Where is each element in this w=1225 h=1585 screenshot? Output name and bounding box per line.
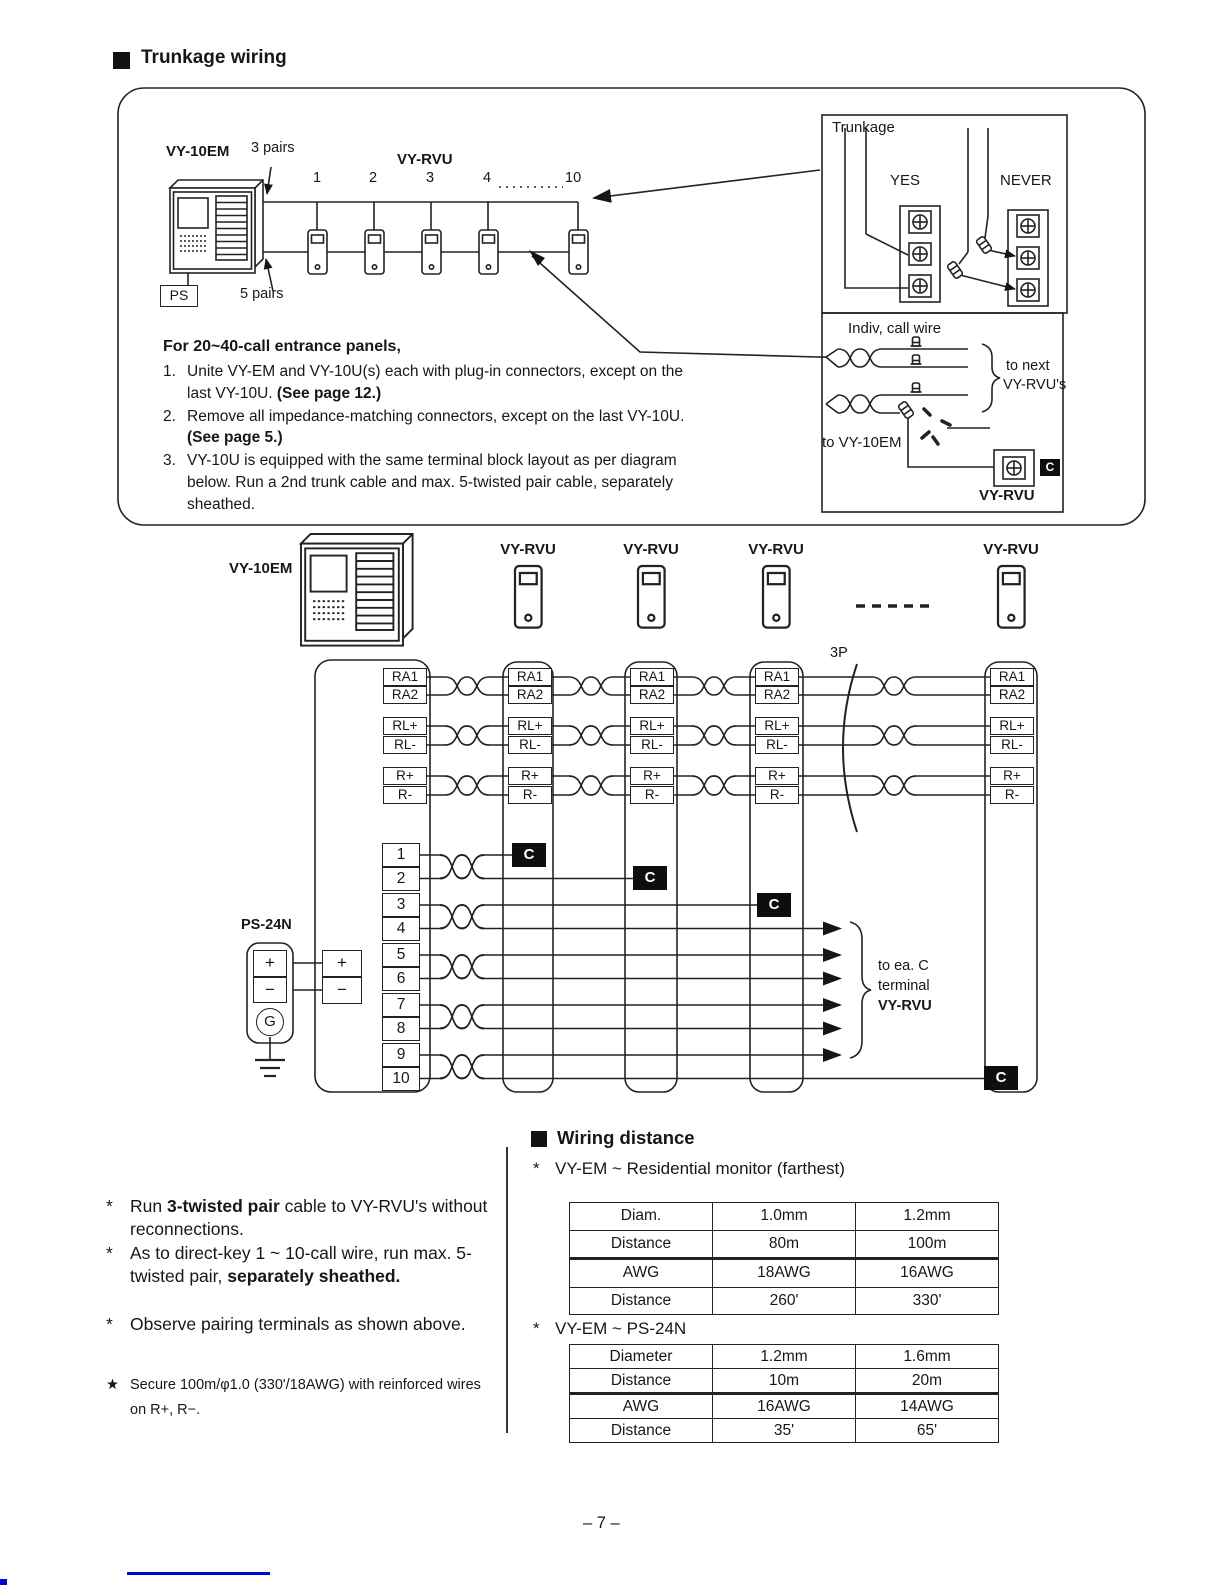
call-terminal: 5 [382, 943, 420, 967]
table-cell: 16AWG [856, 1259, 999, 1288]
terminal-label: RA1 [755, 668, 799, 686]
terminal-label: R- [755, 786, 799, 804]
terminal-label: RA1 [508, 668, 552, 686]
note-text: As to direct-key 1 ~ 10-call wire, run max. 5-twisted pair, separately sheathed. [130, 1243, 472, 1287]
entrance-panel-label: VY-10EM [166, 143, 230, 160]
monitor-model-label: VY-RVU [983, 541, 1039, 558]
item-number: 2. [163, 407, 176, 425]
table-cell: Diam. [570, 1203, 713, 1231]
note-item [106, 1242, 504, 1289]
monitor-model-label: VY-RVU [748, 541, 804, 558]
note-item [106, 1313, 504, 1336]
entrance-panel-label: VY-10EM [229, 560, 293, 577]
call-number: 3 [426, 170, 435, 186]
table-row [570, 1345, 999, 1369]
table-subheading: * VY-EM ~ Residential monitor (farthest) [533, 1158, 993, 1181]
ps24n-table [569, 1344, 999, 1443]
terminal-label: RL+ [630, 717, 674, 735]
terminal-label: RL+ [990, 717, 1034, 735]
table-cell: AWG [570, 1259, 713, 1288]
monitor-model-label: VY-RVU [979, 487, 1035, 504]
terminal-label: RL- [508, 736, 552, 754]
to-next-label: to next [1006, 358, 1050, 374]
c-terminal-badge: C [633, 866, 667, 890]
table-cell: 35' [713, 1419, 856, 1443]
c-terminal-badge: C [757, 893, 791, 917]
terminal-label: R- [630, 786, 674, 804]
instruction-item [163, 406, 685, 449]
call-number: 10 [565, 170, 582, 186]
call-terminal: 1 [382, 843, 420, 867]
page-number: – 7 – [583, 1514, 620, 1532]
item-number: 1. [163, 363, 176, 381]
jumper-plus-terminal: + [322, 950, 362, 977]
section-square-icon [531, 1131, 547, 1147]
table-cell: 65' [856, 1419, 999, 1443]
to-each-c-line2: terminal [878, 978, 930, 994]
terminal-label: RA1 [630, 668, 674, 686]
note-text: Observe pairing terminals as shown above. [130, 1314, 466, 1334]
call-number: 2 [369, 170, 378, 186]
table-cell: 260' [713, 1287, 856, 1315]
wiring-distance-heading: Wiring distance [557, 1127, 695, 1148]
table-row [570, 1287, 999, 1315]
table-cell: 10m [713, 1369, 856, 1394]
table-cell: 100m [856, 1230, 999, 1259]
item-text: Remove all impedance-matching connectors, except on the last VY-10U. (See page 5.) [187, 407, 685, 447]
trunkage-never-label: NEVER [1000, 172, 1052, 189]
instruction-list [163, 336, 685, 515]
table-cell: Diameter [570, 1345, 713, 1369]
cable-3p-label: 3P [830, 645, 848, 661]
instruction-heading: For 20~40-call entrance panels, [163, 338, 401, 355]
terminal-label: R- [990, 786, 1034, 804]
table-cell: Distance [570, 1419, 713, 1443]
bullet-marker: * [106, 1314, 113, 1334]
instruction-item [163, 450, 685, 515]
monitor-model-label: VY-RVU [500, 541, 556, 558]
trunkage-box-title: Trunkage [832, 119, 895, 136]
terminal-label: R- [383, 786, 427, 804]
c-terminal-badge: C [1040, 459, 1060, 476]
terminal-label: RL- [383, 736, 427, 754]
table-subheading: * VY-EM ~ PS-24N [533, 1318, 993, 1341]
terminal-label: RL+ [508, 717, 552, 735]
table-cell: Distance [570, 1287, 713, 1315]
table-row [570, 1394, 999, 1419]
to-each-c-line3: VY-RVU [878, 998, 932, 1014]
terminal-label: R+ [755, 767, 799, 785]
call-terminal: 7 [382, 993, 420, 1017]
table-cell: AWG [570, 1394, 713, 1419]
table-cell: 14AWG [856, 1394, 999, 1419]
call-terminal: 8 [382, 1017, 420, 1041]
table-cell: 330' [856, 1287, 999, 1315]
call-terminal: 10 [382, 1067, 420, 1091]
terminal-label: R+ [383, 767, 427, 785]
terminal-label: R+ [508, 767, 552, 785]
bullet-marker: * [106, 1196, 113, 1216]
terminal-label: RL- [630, 736, 674, 754]
bullet-marker: * [533, 1159, 540, 1178]
note-text: Run 3-twisted pair cable to VY-RVU's without reconnections. [130, 1196, 488, 1240]
five-pairs-label: 5 pairs [240, 286, 284, 302]
terminal-label: RL+ [383, 717, 427, 735]
to-panel-label: to VY-10EM [822, 434, 902, 451]
call-terminal: 9 [382, 1043, 420, 1067]
table-cell: 1.2mm [713, 1345, 856, 1369]
call-terminal: 4 [382, 917, 420, 941]
trunkage-yes-label: YES [890, 172, 921, 189]
table-row [570, 1259, 999, 1288]
section-square-icon [113, 52, 130, 69]
three-pairs-label: 3 pairs [251, 140, 295, 156]
to-next-label-2: VY-RVU's [1003, 377, 1067, 393]
terminal-label: RA2 [383, 686, 427, 704]
table-cell: 20m [856, 1369, 999, 1394]
indiv-call-wire-title: Indiv, call wire [848, 320, 942, 337]
table-cell: 1.6mm [856, 1345, 999, 1369]
call-terminal: 6 [382, 967, 420, 991]
terminal-label: RL+ [755, 717, 799, 735]
table-cell: 1.0mm [713, 1203, 856, 1231]
note-item-star [106, 1373, 486, 1422]
terminal-label: RA2 [630, 686, 674, 704]
table-row [570, 1419, 999, 1443]
call-terminal: 2 [382, 867, 420, 891]
star-marker: ★ [106, 1377, 119, 1393]
jumper-minus-terminal: − [322, 977, 362, 1004]
c-terminal-badge: C [512, 843, 546, 867]
item-number: 3. [163, 452, 176, 470]
call-number: 1 [313, 170, 322, 186]
terminal-label: RA2 [990, 686, 1034, 704]
terminal-label: RA1 [383, 668, 427, 686]
bullet-marker: * [106, 1243, 113, 1263]
terminal-label: RL- [990, 736, 1034, 754]
table-cell: 1.2mm [856, 1203, 999, 1231]
item-text: Unite VY-EM and VY-10U(s) each with plug-in connectors, except on the last VY-10U. (See page 12.) [187, 363, 683, 403]
terminal-label: RL- [755, 736, 799, 754]
terminal-label: R+ [630, 767, 674, 785]
monitor-model-label: VY-RVU [623, 541, 679, 558]
table-cell: Distance [570, 1230, 713, 1259]
table-row [570, 1203, 999, 1231]
scan-artifact-mark [0, 1579, 7, 1585]
page-title: Trunkage wiring [141, 47, 287, 68]
instruction-item [163, 361, 685, 404]
item-text: VY-10U is equipped with the same terminal block layout as per diagram below. Run a 2nd trunk cable and max. 5-twisted pair cable, separately sheathed. [187, 452, 677, 513]
scan-artifact-line [127, 1572, 270, 1575]
terminal-label: R- [508, 786, 552, 804]
table-cell: 80m [713, 1230, 856, 1259]
terminal-label: RA2 [755, 686, 799, 704]
monitor-model-label: VY-RVU [397, 151, 453, 168]
note-item [106, 1195, 504, 1242]
ps-minus-terminal: − [253, 977, 287, 1003]
table-row [570, 1230, 999, 1259]
ps-plus-terminal: + [253, 950, 287, 977]
table-cell: Distance [570, 1369, 713, 1394]
call-number: 4 [483, 170, 492, 186]
table-row [570, 1369, 999, 1394]
table-cell: 18AWG [713, 1259, 856, 1288]
note-text: Secure 100m/φ1.0 (330'/18AWG) with reinforced wires on R+, R−. [130, 1377, 481, 1418]
ps-ground-terminal: G [256, 1008, 284, 1036]
c-terminal-badge: C [984, 1066, 1018, 1090]
table-cell: 16AWG [713, 1394, 856, 1419]
power-supply-box: PS [160, 285, 198, 307]
ps24n-label: PS-24N [241, 917, 292, 933]
residential-monitor-table [569, 1202, 999, 1315]
call-terminal: 3 [382, 893, 420, 917]
terminal-label: R+ [990, 767, 1034, 785]
terminal-label: RA2 [508, 686, 552, 704]
bullet-marker: * [533, 1319, 540, 1338]
terminal-label: RA1 [990, 668, 1034, 686]
to-each-c-line1: to ea. C [878, 958, 929, 974]
